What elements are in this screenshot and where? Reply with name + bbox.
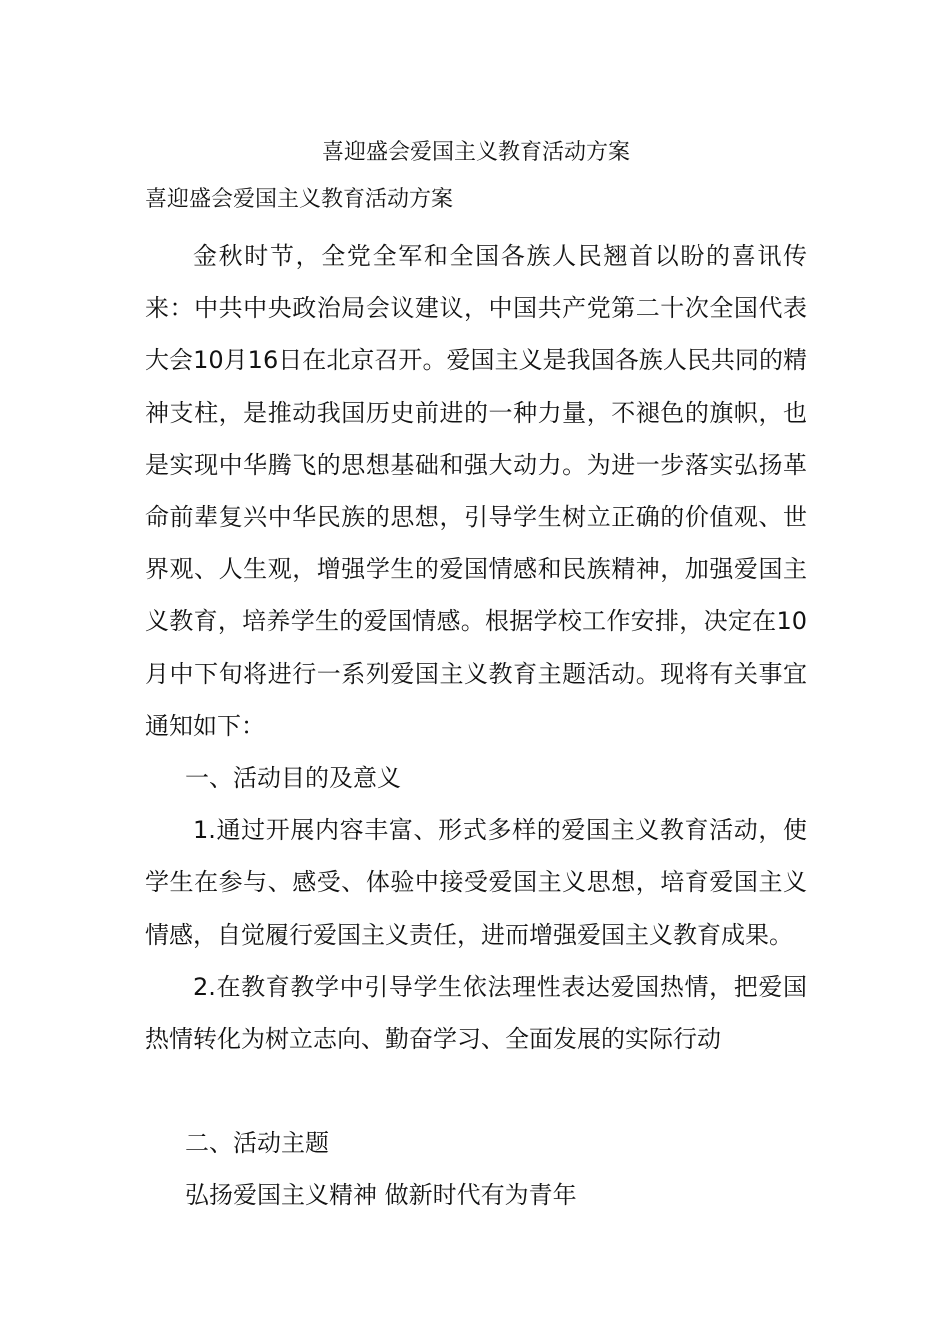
document-subtitle: 喜迎盛会爱国主义教育活动方案 bbox=[145, 187, 454, 212]
section-heading-purpose: 一、活动目的及意义 bbox=[185, 764, 401, 793]
intro-paragraph: 金秋时节，全党全军和全国各族人民翘首以盼的喜讯传来：中共中央政治局会议建议，中国共产党第二十次全国代表大会10月16日在北京召开。爱国主义是我国各族人民共同的精神支柱，是推动我国历史前进的一种力量，不褪色的旗帜，也是实现中华腾飞的思想基础和强大动力。为进一步落实弘扬革命前辈复兴中华民族的思想，引导学生树立正确的价值观、世界观、人生观，增强学生的爱国情感和民族精神，加强爱国主义教育，培养学生的爱国情感。根据学校工作安排，决定在10月中下旬将进行一系列爱国主义教育主题活动。现将有关事宜通知如下： bbox=[145, 242, 807, 740]
paragraph-gap bbox=[145, 1065, 807, 1117]
purpose-item-1: 1.通过开展内容丰富、形式多样的爱国主义教育活动，使学生在参与、感受、体验中接受爱国主义思想，培育爱国主义情感，自觉履行爱国主义责任，进而增强爱国主义教育成果。 bbox=[145, 816, 807, 949]
purpose-item-2: 2.在教育教学中引导学生依法理性表达爱国热情，把爱国热情转化为树立志向、勤奋学习、全面发展的实际行动 bbox=[145, 972, 807, 1054]
document-title: 喜迎盛会爱国主义教育活动方案 bbox=[321, 140, 630, 165]
document-body bbox=[145, 230, 807, 1222]
section-heading-theme: 二、活动主题 bbox=[185, 1129, 329, 1158]
theme-text: 弘扬爱国主义精神 做新时代有为青年 bbox=[185, 1181, 577, 1210]
